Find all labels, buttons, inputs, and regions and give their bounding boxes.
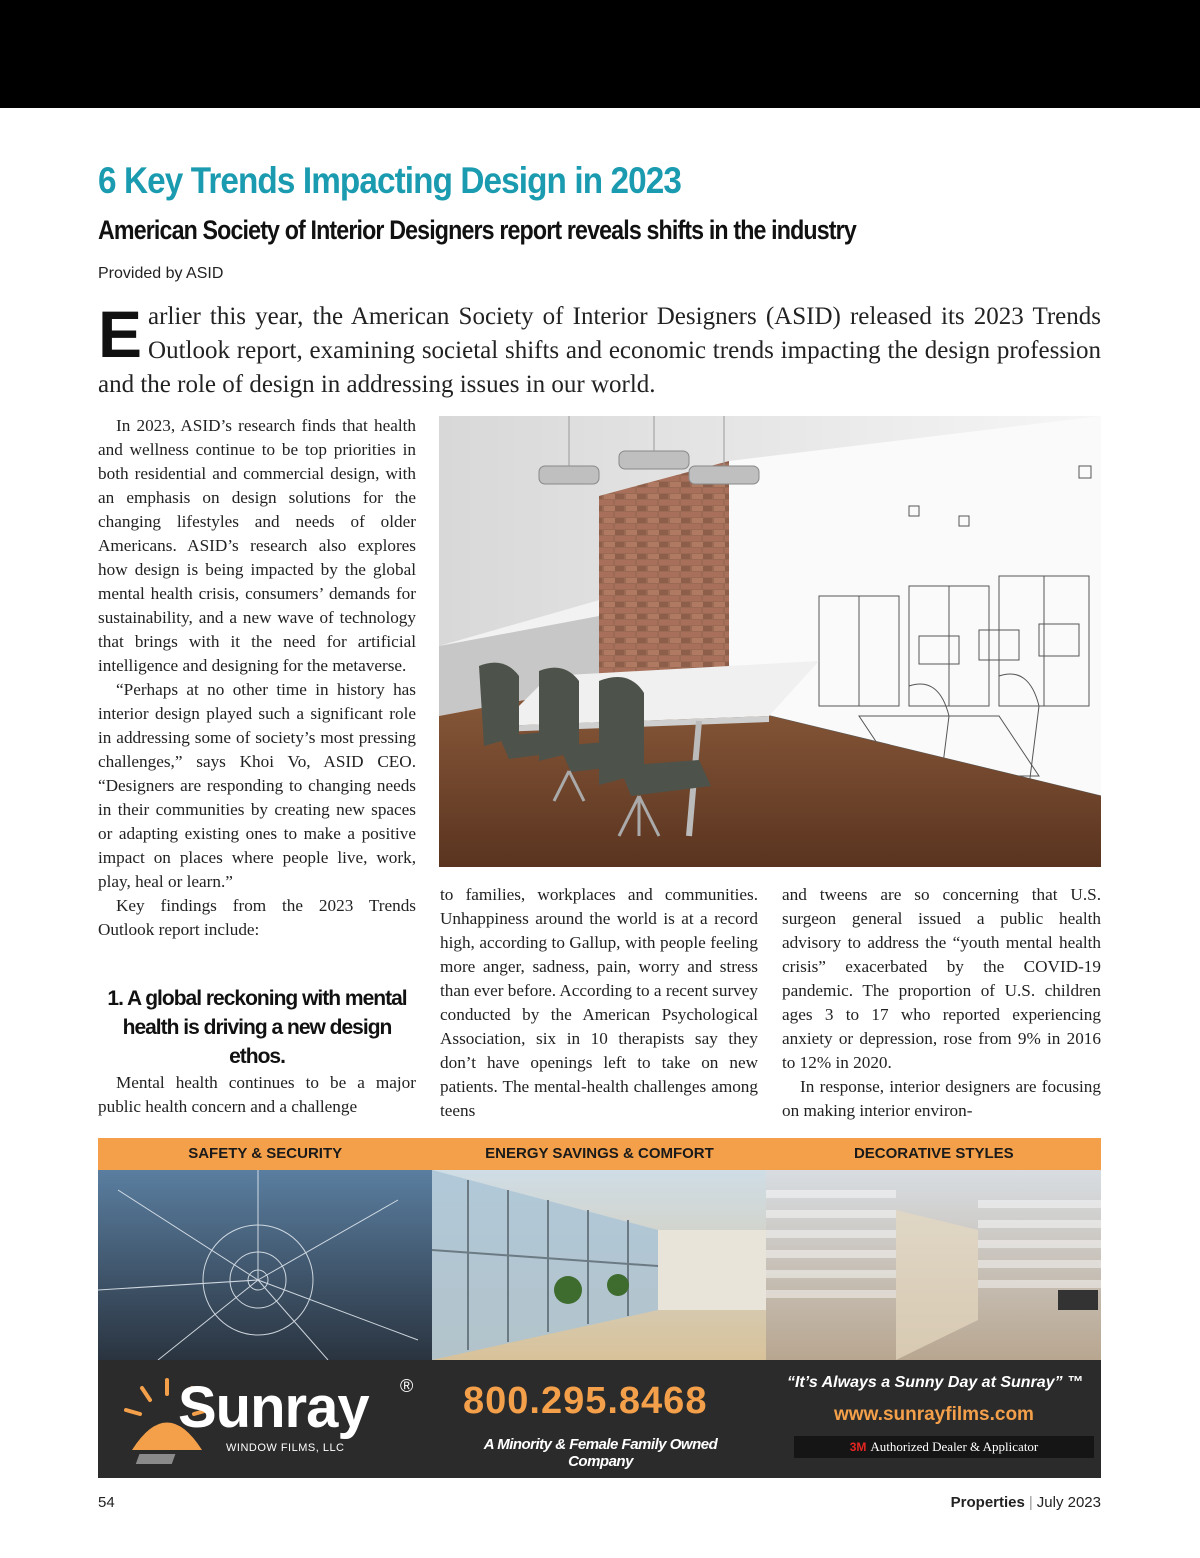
column-3 [782,883,1101,1123]
sunray-advertisement[interactable] [98,1138,1101,1478]
column-2 [440,883,758,1123]
registered-mark: ® [400,1376,414,1396]
ad-category-decorative: DECORATIVE STYLES [853,1145,1014,1162]
byline: Provided by ASID [98,265,224,282]
dealer-badge [794,1436,1094,1458]
col1-paragraph-2: “Perhaps at no other time in history has interior design played such a significant role in addressing some of society’s most pressing challenges,” says Khoi Vo, ASID CEO. “Designers are responding to changing needs in their communities by creating new spaces or adapting existing ones to make a positive impact on places where people live, work, play, heal or learn.” [98,680,416,891]
col1-paragraph-1: In 2023, ASID’s research finds that health and wellness continue to be top priorities in both residential and commercial design, with an emphasis on design solutions for the changing lifestyles and needs of older Americans. ASID’s research also explores how design is being impacted by the global mental health crisis, consumers’ demands for sustainability, and a new wave of technology that brings with it the need for artificial intelligence and designing for the metaverse. [98,416,416,675]
website-link[interactable]: www.sunrayfilms.com [834,1404,1034,1425]
col1-paragraph-3: Key findings from the 2023 Trends Outlook report include: [98,896,416,939]
footer-separator: | [1028,1494,1033,1511]
ad-category-bar [98,1138,1101,1170]
ad-photo-strip [98,1170,1101,1360]
col3-paragraph-2: In response, interior designers are focusing on making interior environ- [782,1077,1101,1120]
col2-paragraph-1: to families, workplaces and communities. Unhappiness around the world is at a record high, according to Gallup, with people feeling more anger, sadness, pain, worry and stress than ever before. According to a recent survey conducted by the American Psychological Association, six in 10 therapists say they don’t have openings left to take on new patients. The mental-health challenges among teens [440,885,758,1120]
brand-subtitle: WINDOW FILMS, LLC [226,1442,345,1454]
section-heading-1: 1. A global reckoning with mental health is driving a new design ethos. [107,987,407,1068]
office-illustration [439,416,1101,867]
ad-photos-illustration [98,1170,1101,1360]
brand-name: Sunray [178,1375,369,1440]
phone-number[interactable]: 800.295.8468 [463,1380,708,1422]
article-title: 6 Key Trends Impacting Design in 2023 [98,160,681,201]
publication-name: Properties [950,1494,1025,1511]
article-subtitle: American Society of Interior Designers report reveals shifts in the industry [98,215,856,245]
ad-contact-panel [98,1360,1101,1478]
decorative-film-photo [766,1170,1101,1360]
issue-date: July 2023 [1036,1494,1101,1511]
top-black-bar [0,0,1200,108]
ad-slogan: “It’s Always a Sunny Day at Sunray” ™ [786,1374,1084,1391]
broken-glass-photo [98,1170,432,1360]
footer-publication [951,1494,1101,1511]
dealer-text: Authorized Dealer & Applicator [870,1439,1039,1454]
col3-paragraph-1: and tweens are so concerning that U.S. surgeon general issued a public health advisory to address the “youth mental health crisis” exacerbated by the COVID-19 pandemic. The proportion of U.S. children ages 3 to 17 who reported experiencing anxiety or depression, rose from 9% in 2016 to 12% in 2020. [782,885,1101,1072]
ad-tagline: A Minority & Female Family Owned Company [483,1436,718,1470]
corridor-windows-photo [432,1170,766,1360]
drop-cap: E [98,297,143,371]
office-hero-photo [439,416,1101,867]
ad-category-safety: SAFETY & SECURITY [188,1145,343,1162]
page-number: 54 [98,1494,115,1511]
col1-paragraph-4: Mental health continues to be a major public health concern and a challenge [98,1073,416,1116]
lede-text: arlier this year, the American Society of Interior Designers (ASID) released its 2023 Trends Outlook report, examining societal shifts and economic trends impacting the design profession and the role of design in addressing issues in our world. [98,303,1101,398]
ad-category-energy: ENERGY SAVINGS & COMFORT [485,1145,714,1162]
3m-logo: 3M [849,1440,867,1454]
lede-paragraph [98,297,1101,402]
column-1 [98,414,416,1119]
